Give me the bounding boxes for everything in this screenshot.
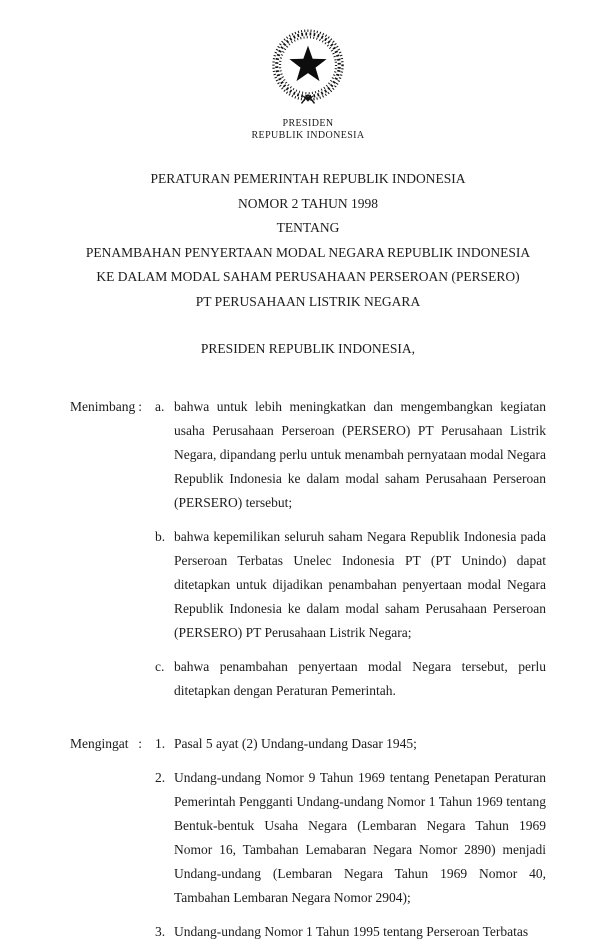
list-item	[155, 395, 546, 515]
item-marker: 3.	[155, 924, 166, 939]
section-label-col	[70, 732, 155, 944]
title-line-subject-3: PT PERUSAHAAN LISTRIK NEGARA	[195, 293, 421, 309]
title-line-number: NOMOR 2 TAHUN 1998	[237, 195, 379, 211]
section-label: Mengingat	[70, 736, 129, 751]
title-line-tentang: TENTANG	[276, 220, 340, 235]
regulation-title	[70, 167, 546, 314]
title-line-regulation: PERATURAN PEMERINTAH REPUBLIK INDONESIA	[150, 171, 466, 186]
list-item	[155, 732, 546, 756]
item-text: bahwa kepemilikan seluruh saham Negara Republik Indonesia pada Perseroan Terbatas Unelec Indonesia PT (PT Unindo) dapat ditetapkan untuk dijadikan penambahan penyertaan modal Negara Republik Indonesia ke dalam modal saham Perusahaan Perseroan (PERSERO) PT Perusahaan Listrik Negara;	[174, 529, 546, 640]
item-marker: 1.	[155, 736, 166, 751]
section-mengingat	[70, 732, 546, 944]
item-text: bahwa penambahan penyertaan modal Negara tersebut, perlu ditetapkan dengan Peraturan Pemerintah.	[174, 659, 546, 698]
list-item	[155, 525, 546, 645]
title-line-subject-2: KE DALAM MODAL SAHAM PERUSAHAAN PERSEROAN (PERSERO)	[96, 269, 520, 284]
org-name	[70, 118, 546, 142]
item-marker: 2.	[155, 770, 166, 785]
item-marker: b.	[155, 529, 166, 544]
org-name-line2: REPUBLIK INDONESIA	[251, 130, 365, 141]
salutation: PRESIDEN REPUBLIK INDONESIA,	[200, 341, 416, 356]
presidential-star-wreath-emblem-icon	[261, 26, 355, 110]
item-text: bahwa untuk lebih meningkatkan dan mengembangkan kegiatan usaha Perusahaan Perseroan (PERSERO) PT Perusahaan Listrik Negara, dipandang perlu untuk menambah pernyataan modal Negara Republik Indonesia ke dalam modal saham Perusahaan Perseroan (PERSERO) tersebut;	[174, 399, 546, 510]
section-items	[155, 732, 546, 944]
item-text: Pasal 5 ayat (2) Undang-undang Dasar 1945;	[174, 736, 417, 751]
document-header	[70, 26, 546, 142]
section-items	[155, 395, 546, 703]
item-text: Undang-undang Nomor 9 Tahun 1969 tentang Penetapan Peraturan Pemerintah Pengganti Undang-undang Nomor 1 Tahun 1969 tentang Bentuk-bentuk Usaha Negara (Lembaran Negara Tahun 1969 Nomor 16, Tambahan Lemabaran Negara Nomor 2890) menjadi Undang-undang (Lembaran Negara Tahun 1969 Nomor 40, Tambahan Lembaran Negara Nomor 2904);	[174, 770, 546, 905]
list-item	[155, 920, 546, 944]
section-colon: :	[138, 399, 142, 414]
item-marker: a.	[155, 399, 165, 414]
list-item	[155, 766, 546, 910]
section-menimbang	[70, 395, 546, 703]
list-item	[155, 655, 546, 703]
item-text: Undang-undang Nomor 1 Tahun 1995 tentang Perseroan Terbatas	[174, 924, 529, 939]
section-label-col	[70, 395, 155, 703]
section-label: Menimbang	[70, 399, 136, 414]
title-line-subject-1: PENAMBAHAN PENYERTAAN MODAL NEGARA REPUBLIK INDONESIA	[85, 244, 531, 260]
item-marker: c.	[155, 659, 165, 674]
section-colon: :	[138, 736, 142, 751]
org-name-line1: PRESIDEN	[282, 118, 334, 129]
